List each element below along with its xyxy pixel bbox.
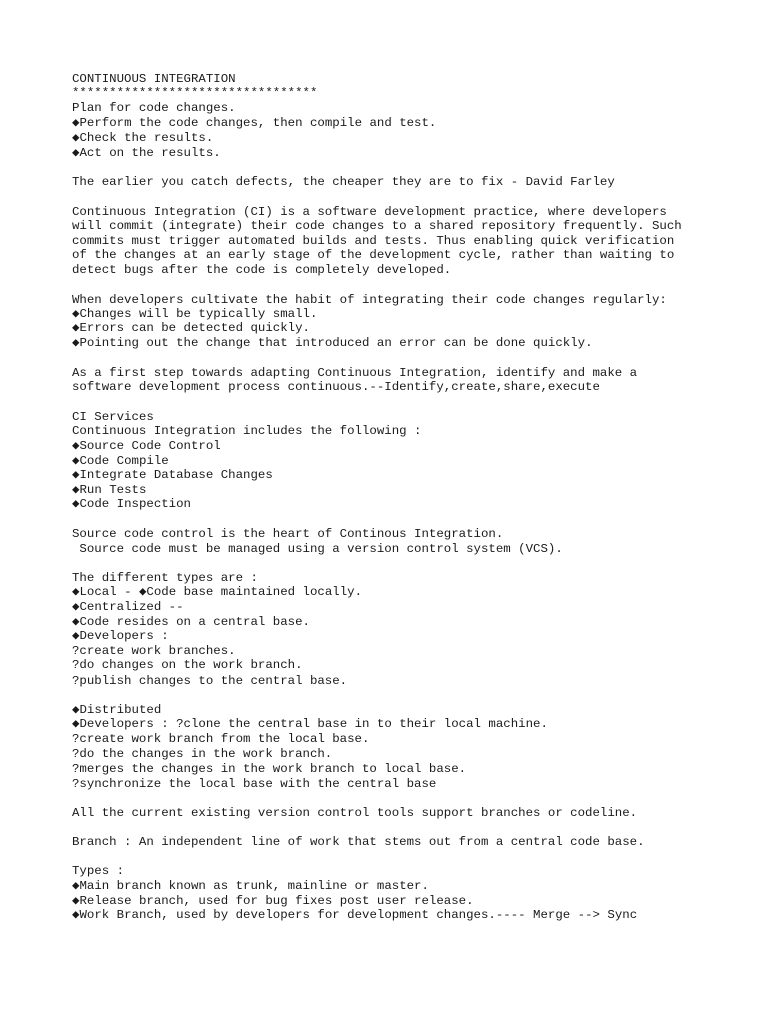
bullet-line: ◆Developers :: [72, 629, 169, 643]
text-line: Continuous Integration includes the following :: [72, 424, 422, 438]
text-line: will commit (integrate) their code changes to a shared repository frequently. Such: [72, 219, 682, 233]
bullet-line: ◆Code Inspection: [72, 497, 191, 511]
step-line: ?create work branch from the local base.: [72, 732, 370, 746]
text-line: All the current existing version control tools support branches or codeline.: [72, 806, 638, 820]
text-line: detect bugs after the code is completely developed.: [72, 263, 452, 277]
text-line: Continuous Integration (CI) is a software development practice, where developers: [72, 205, 667, 219]
text-line: Branch : An independent line of work that stems out from a central code base.: [72, 835, 645, 849]
step-line: ?do the changes in the work branch.: [72, 747, 333, 761]
quote-line: The earlier you catch defects, the cheaper they are to fix - David Farley: [72, 175, 615, 189]
bullet-line: ◆Changes will be typically small.: [72, 307, 318, 321]
bullet-line: ◆Release branch, used for bug fixes post user release.: [72, 894, 474, 908]
text-line: of the changes at an early stage of the development cycle, rather than waiting to: [72, 248, 675, 262]
bullet-line: ◆Distributed: [72, 703, 162, 717]
bullet-line: ◆Pointing out the change that introduced an error can be done quickly.: [72, 336, 593, 350]
bullet-line: ◆Integrate Database Changes: [72, 468, 273, 482]
bullet-line: ◆Main branch known as trunk, mainline or master.: [72, 879, 429, 893]
text-line: As a first step towards adapting Continuous Integration, identify and make a: [72, 366, 638, 380]
bullet-line: ◆Perform the code changes, then compile and test.: [72, 116, 437, 130]
step-line: ?publish changes to the central base.: [72, 674, 348, 688]
bullet-line: ◆Source Code Control: [72, 439, 221, 453]
text-line: The different types are :: [72, 571, 258, 585]
bullet-line: ◆Check the results.: [72, 131, 214, 145]
step-line: ?synchronize the local base with the central base: [72, 777, 437, 791]
step-line: ?do changes on the work branch.: [72, 658, 303, 672]
bullet-line: ◆Local - ◆Code base maintained locally.: [72, 585, 363, 599]
text-line: commits must trigger automated builds and tests. Thus enabling quick verification: [72, 234, 675, 248]
text-line: Types :: [72, 864, 125, 878]
text-line: Plan for code changes.: [72, 101, 236, 115]
bullet-line: ◆Act on the results.: [72, 146, 221, 160]
bullet-line: ◆Run Tests: [72, 483, 147, 497]
text-line: Source code must be managed using a version control system (VCS).: [72, 542, 563, 556]
section-heading: CI Services: [72, 410, 154, 424]
bullet-line: ◆Centralized --: [72, 600, 184, 614]
step-line: ?create work branches.: [72, 644, 236, 658]
bullet-line: ◆Code resides on a central base.: [72, 615, 310, 629]
text-line: software development process continuous.--Identify,create,share,execute: [72, 380, 600, 394]
title-underline: *********************************: [72, 86, 318, 100]
bullet-line: ◆Errors can be detected quickly.: [72, 321, 310, 335]
text-line: Source code control is the heart of Continous Integration.: [72, 527, 504, 541]
bullet-line: ◆Developers : ?clone the central base in to their local machine.: [72, 717, 548, 731]
text-line: When developers cultivate the habit of integrating their code changes regularly:: [72, 293, 667, 307]
bullet-line: ◆Work Branch, used by developers for development changes.---- Merge --> Sync: [72, 908, 638, 922]
bullet-line: ◆Code Compile: [72, 454, 169, 468]
document-title: CONTINUOUS INTEGRATION: [72, 72, 236, 86]
step-line: ?merges the changes in the work branch to local base.: [72, 762, 467, 776]
